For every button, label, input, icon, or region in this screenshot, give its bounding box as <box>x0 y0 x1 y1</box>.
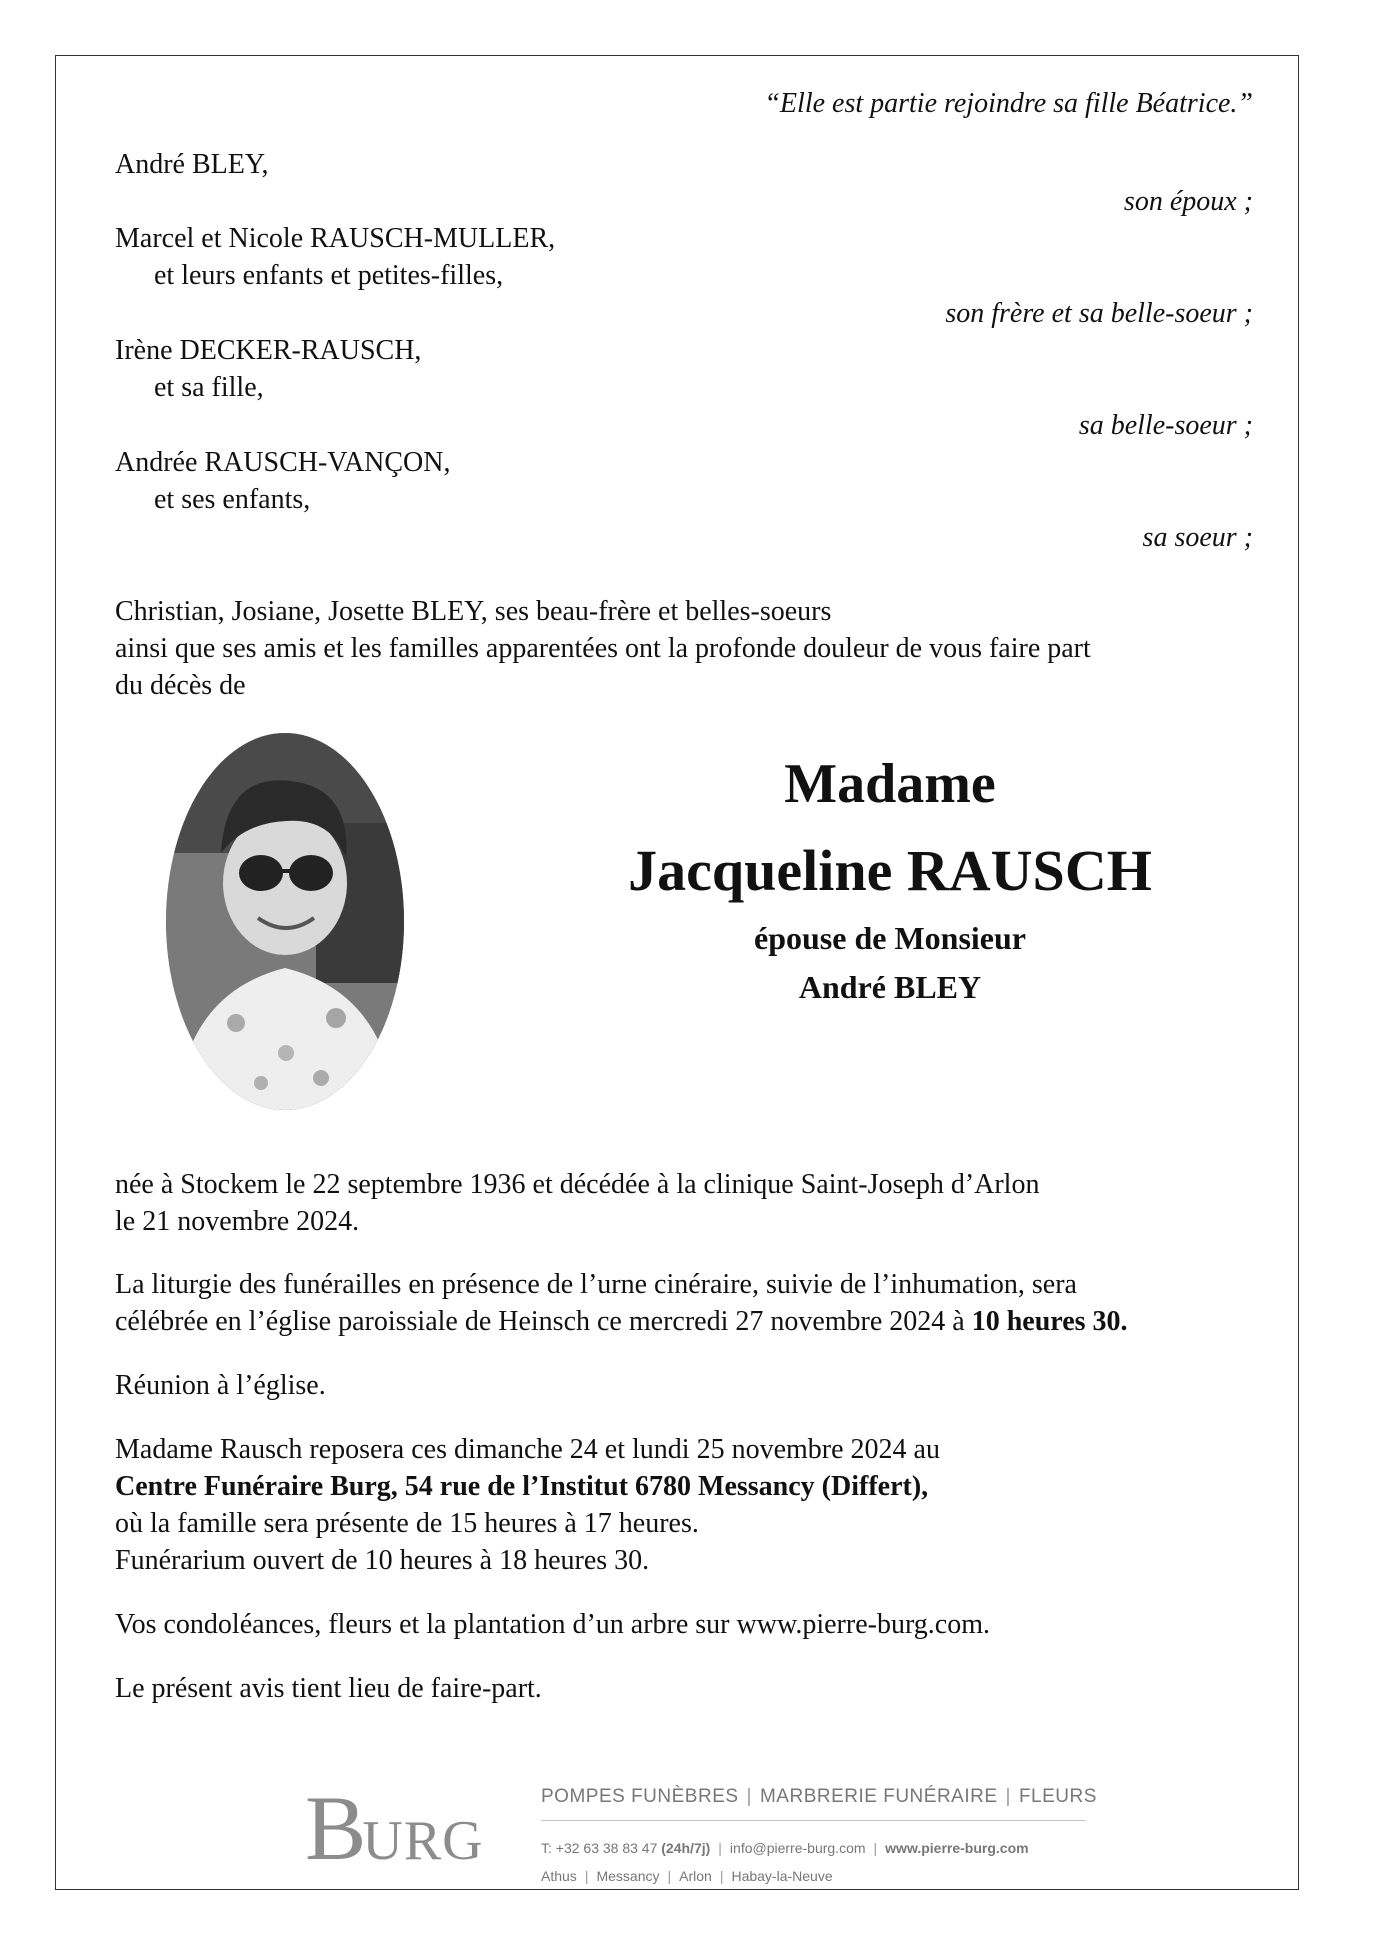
family-relation: son frère et sa belle-soeur ; <box>945 298 1253 329</box>
footer-divider <box>541 1820 1086 1821</box>
funeral-center-address: Centre Funéraire Burg, 54 rue de l’Institut 6780 Messancy (Differt), <box>115 1471 929 1502</box>
rest-line: Madame Rausch reposera ces dimanche 24 et lundi 25 novembre 2024 au <box>115 1434 940 1465</box>
birth-death-line: née à Stockem le 22 septembre 1936 et décédée à la clinique Saint-Joseph d’Arlon <box>115 1169 1040 1200</box>
locations-line: Athus | Messancy | Arlon | Habay-la-Neuve <box>541 1868 833 1884</box>
family-member-name: Andrée RAUSCH-VANÇON, <box>115 447 451 478</box>
liturgy-line <box>115 1304 1128 1340</box>
spouse-name: André BLEY <box>798 969 982 1005</box>
location-item: Messancy <box>596 1868 660 1884</box>
family-relation: son époux ; <box>1123 186 1253 217</box>
announcement-line: ainsi que ses amis et les familles apparentées ont la profonde douleur de vous faire part <box>115 633 1091 664</box>
service-item: MARBRERIE FUNÉRAIRE <box>759 1786 998 1807</box>
phone-hours: (24h/7j) <box>661 1840 711 1856</box>
rest-line: où la famille sera présente de 15 heures à 17 heures. <box>115 1508 699 1539</box>
phone: T: +32 63 38 83 47 <box>541 1840 658 1856</box>
service-item: FLEURS <box>1018 1786 1097 1807</box>
liturgy-line: La liturgie des funérailles en présence de l’urne cinéraire, suivie de l’inhumation, sera <box>115 1269 1077 1300</box>
liturgy-time: 10 heures 30. <box>971 1306 1128 1337</box>
family-member-sub: et ses enfants, <box>154 484 311 515</box>
location-item: Arlon <box>679 1868 712 1884</box>
spouse-line: épouse de Monsieur <box>754 920 1026 956</box>
burg-logo <box>305 1777 484 1879</box>
notice-line: Le présent avis tient lieu de faire-part. <box>115 1673 542 1704</box>
rest-line: Funérarium ouvert de 10 heures à 18 heures 30. <box>115 1545 650 1576</box>
condolences-line: Vos condoléances, fleurs et la plantation d’un arbre sur www.pierre-burg.com. <box>115 1609 990 1640</box>
service-item: POMPES FUNÈBRES <box>541 1786 739 1807</box>
deceased-portrait <box>166 733 404 1110</box>
services-line: POMPES FUNÈBRES | MARBRERIE FUNÉRAIRE | FLEURS <box>541 1786 1097 1807</box>
family-member-name: André BLEY, <box>115 149 269 180</box>
family-relation: sa soeur ; <box>1142 522 1253 553</box>
family-member-name: Irène DECKER-RAUSCH, <box>115 335 422 366</box>
location-item: Habay-la-Neuve <box>731 1868 833 1884</box>
family-relation: sa belle-soeur ; <box>1078 410 1253 441</box>
location-item: Athus <box>541 1868 577 1884</box>
logo-rest: URG <box>362 1810 484 1872</box>
website-link[interactable]: www.pierre-burg.com <box>885 1840 1029 1856</box>
deceased-title: Madame <box>784 753 996 815</box>
contact-line: T: +32 63 38 83 47 (24h/7j) | info@pierre-burg.com | www.pierre-burg.com <box>541 1840 1029 1856</box>
meeting-line: Réunion à l’église. <box>115 1370 326 1401</box>
logo-letter: B <box>305 1777 363 1879</box>
email-link[interactable]: info@pierre-burg.com <box>729 1840 866 1856</box>
family-member-sub: et leurs enfants et petites-filles, <box>154 260 504 291</box>
birth-death-line: le 21 novembre 2024. <box>115 1206 360 1237</box>
liturgy-text: célébrée en l’église paroissiale de Heinsch ce mercredi 27 novembre 2024 à <box>115 1306 972 1337</box>
family-member-name: Marcel et Nicole RAUSCH-MULLER, <box>115 223 556 254</box>
announcement-line: Christian, Josiane, Josette BLEY, ses beau-frère et belles-soeurs <box>115 596 832 627</box>
deceased-name: Jacqueline RAUSCH <box>628 838 1152 903</box>
epigraph-quote: “Elle est partie rejoindre sa fille Béatrice.” <box>764 88 1253 119</box>
family-member-sub: et sa fille, <box>154 372 264 403</box>
announcement-line: du décès de <box>115 670 246 701</box>
